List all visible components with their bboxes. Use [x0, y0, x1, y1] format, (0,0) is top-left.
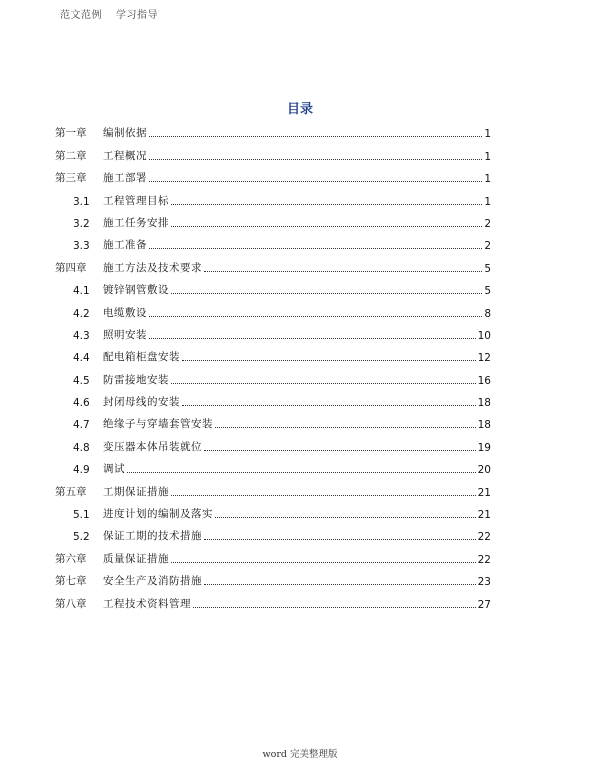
toc-leader-dots — [171, 495, 476, 496]
toc-title: 目录 — [286, 102, 313, 117]
toc-leader-dots — [171, 562, 476, 563]
toc-entry-number: 3.2 — [73, 217, 90, 230]
toc-entry-page: 5 — [484, 262, 491, 275]
toc-entry-page: 21 — [477, 509, 491, 522]
toc-section-entry[interactable] — [55, 297, 491, 319]
toc-leader-dots — [204, 450, 476, 451]
toc-section-entry[interactable] — [55, 364, 491, 386]
toc-section-entry[interactable] — [55, 387, 491, 409]
toc-entry-number: 4.2 — [73, 307, 90, 320]
toc-chapter-entry[interactable] — [55, 543, 491, 565]
toc-section-entry[interactable] — [55, 342, 491, 364]
toc-chapter-entry[interactable] — [55, 163, 491, 185]
toc-entry-page: 20 — [477, 464, 491, 477]
toc-entry-page: 21 — [477, 486, 491, 499]
toc-entry-title: 质量保证措施 — [103, 552, 169, 565]
toc-entry-page: 10 — [477, 329, 491, 342]
toc-chapter-entry[interactable] — [55, 118, 491, 140]
toc-entry-number: 5.1 — [73, 509, 90, 522]
toc-section-entry[interactable] — [55, 409, 491, 431]
toc-entry-page: 2 — [484, 240, 491, 253]
toc-entry-number: 4.6 — [73, 397, 90, 410]
toc-entry-title: 照明安装 — [103, 328, 147, 341]
toc-entry-title: 变压器本体吊装就位 — [103, 440, 202, 453]
toc-section-entry[interactable] — [55, 275, 491, 297]
toc-entry-number: 第一章 — [55, 127, 87, 140]
toc-entry-title: 施工准备 — [103, 239, 147, 252]
toc-leader-dots — [171, 226, 482, 227]
toc-leader-dots — [193, 607, 476, 608]
toc-entry-title: 安全生产及消防措施 — [103, 575, 202, 588]
toc-entry-title: 施工方法及技术要求 — [103, 261, 202, 274]
toc-chapter-entry[interactable] — [55, 140, 491, 162]
toc-entry-title: 镀锌钢管敷设 — [103, 284, 169, 297]
toc-entry-number: 4.7 — [73, 419, 90, 432]
toc-entry-title: 编制依据 — [103, 127, 147, 140]
toc-leader-dots — [215, 427, 476, 428]
toc-entry-number: 第四章 — [55, 261, 87, 274]
page-header — [60, 6, 158, 21]
toc-leader-dots — [171, 204, 482, 205]
toc-entry-title: 防雷接地安装 — [103, 373, 169, 386]
toc-entry-number: 4.3 — [73, 329, 90, 342]
toc-entry-number: 第七章 — [55, 575, 87, 588]
toc-entry-number: 4.1 — [73, 285, 90, 298]
toc-entry-page: 18 — [477, 419, 491, 432]
toc-leader-dots — [171, 293, 482, 294]
toc-entry-title: 工程管理目标 — [103, 194, 169, 207]
toc-entry-page: 1 — [484, 173, 491, 186]
toc-section-entry[interactable] — [55, 431, 491, 453]
toc-entry-page: 5 — [484, 285, 491, 298]
toc-section-entry[interactable] — [55, 185, 491, 207]
toc-leader-dots — [215, 517, 476, 518]
toc-entry-title: 绝缘子与穿墙套管安装 — [103, 418, 213, 431]
toc-leader-dots — [204, 271, 482, 272]
toc-leader-dots — [171, 383, 476, 384]
toc-entry-page: 12 — [477, 352, 491, 365]
toc-section-entry[interactable] — [55, 521, 491, 543]
toc-leader-dots — [149, 159, 482, 160]
toc-section-entry[interactable] — [55, 320, 491, 342]
toc-section-entry[interactable] — [55, 230, 491, 252]
toc-entry-number: 第五章 — [55, 485, 87, 498]
toc-entry-title: 施工任务安排 — [103, 216, 169, 229]
toc-entry-number: 4.4 — [73, 352, 90, 365]
page-footer: word 完美整理版 — [262, 749, 338, 760]
toc-chapter-entry[interactable] — [55, 566, 491, 588]
toc-chapter-entry[interactable] — [55, 476, 491, 498]
toc-leader-dots — [149, 181, 482, 182]
toc-chapter-entry[interactable] — [55, 252, 491, 274]
header-text-2: 学习指导 — [116, 10, 158, 21]
toc-entry-page: 19 — [477, 441, 491, 454]
toc-leader-dots — [182, 360, 476, 361]
header-text-1: 范文范例 — [60, 10, 102, 21]
toc-entry-page: 22 — [477, 553, 491, 566]
toc-entry-page: 23 — [477, 576, 491, 589]
toc-leader-dots — [127, 472, 476, 473]
toc-leader-dots — [204, 539, 476, 540]
toc-entry-number: 第六章 — [55, 552, 87, 565]
toc-chapter-entry[interactable] — [55, 588, 491, 610]
toc-entry-page: 27 — [477, 598, 491, 611]
toc-entry-title: 进度计划的编制及落实 — [103, 508, 213, 521]
toc-leader-dots — [149, 316, 482, 317]
toc-entry-title: 工期保证措施 — [103, 485, 169, 498]
toc-entry-number: 第八章 — [55, 597, 87, 610]
table-of-contents — [55, 118, 491, 611]
toc-entry-number: 4.9 — [73, 464, 90, 477]
toc-entry-number: 4.5 — [73, 374, 90, 387]
toc-entry-page: 8 — [484, 307, 491, 320]
toc-leader-dots — [182, 405, 476, 406]
toc-leader-dots — [149, 338, 476, 339]
toc-entry-title: 配电箱柜盘安装 — [103, 351, 180, 364]
toc-section-entry[interactable] — [55, 454, 491, 476]
toc-entry-title: 施工部署 — [103, 172, 147, 185]
toc-entry-number: 第三章 — [55, 172, 87, 185]
toc-entry-page: 2 — [484, 217, 491, 230]
toc-entry-title: 工程概况 — [103, 149, 147, 162]
toc-entry-page: 1 — [484, 195, 491, 208]
toc-entry-number: 3.3 — [73, 240, 90, 253]
toc-entry-number: 3.1 — [73, 195, 90, 208]
toc-leader-dots — [204, 584, 476, 585]
toc-entry-number: 4.8 — [73, 441, 90, 454]
toc-entry-title: 封闭母线的安装 — [103, 396, 180, 409]
toc-section-entry[interactable] — [55, 499, 491, 521]
toc-entry-number: 5.2 — [73, 531, 90, 544]
toc-entry-title: 工程技术资料管理 — [103, 597, 191, 610]
toc-entry-page: 18 — [477, 397, 491, 410]
toc-leader-dots — [149, 136, 482, 137]
toc-entry-page: 1 — [484, 128, 491, 141]
toc-section-entry[interactable] — [55, 208, 491, 230]
toc-entry-title: 调试 — [103, 463, 125, 476]
toc-entry-title: 电缆敷设 — [103, 306, 147, 319]
toc-entry-page: 22 — [477, 531, 491, 544]
toc-entry-number: 第二章 — [55, 149, 87, 162]
toc-entry-page: 16 — [477, 374, 491, 387]
toc-entry-title: 保证工期的技术措施 — [103, 530, 202, 543]
toc-leader-dots — [149, 248, 482, 249]
toc-entry-page: 1 — [484, 150, 491, 163]
